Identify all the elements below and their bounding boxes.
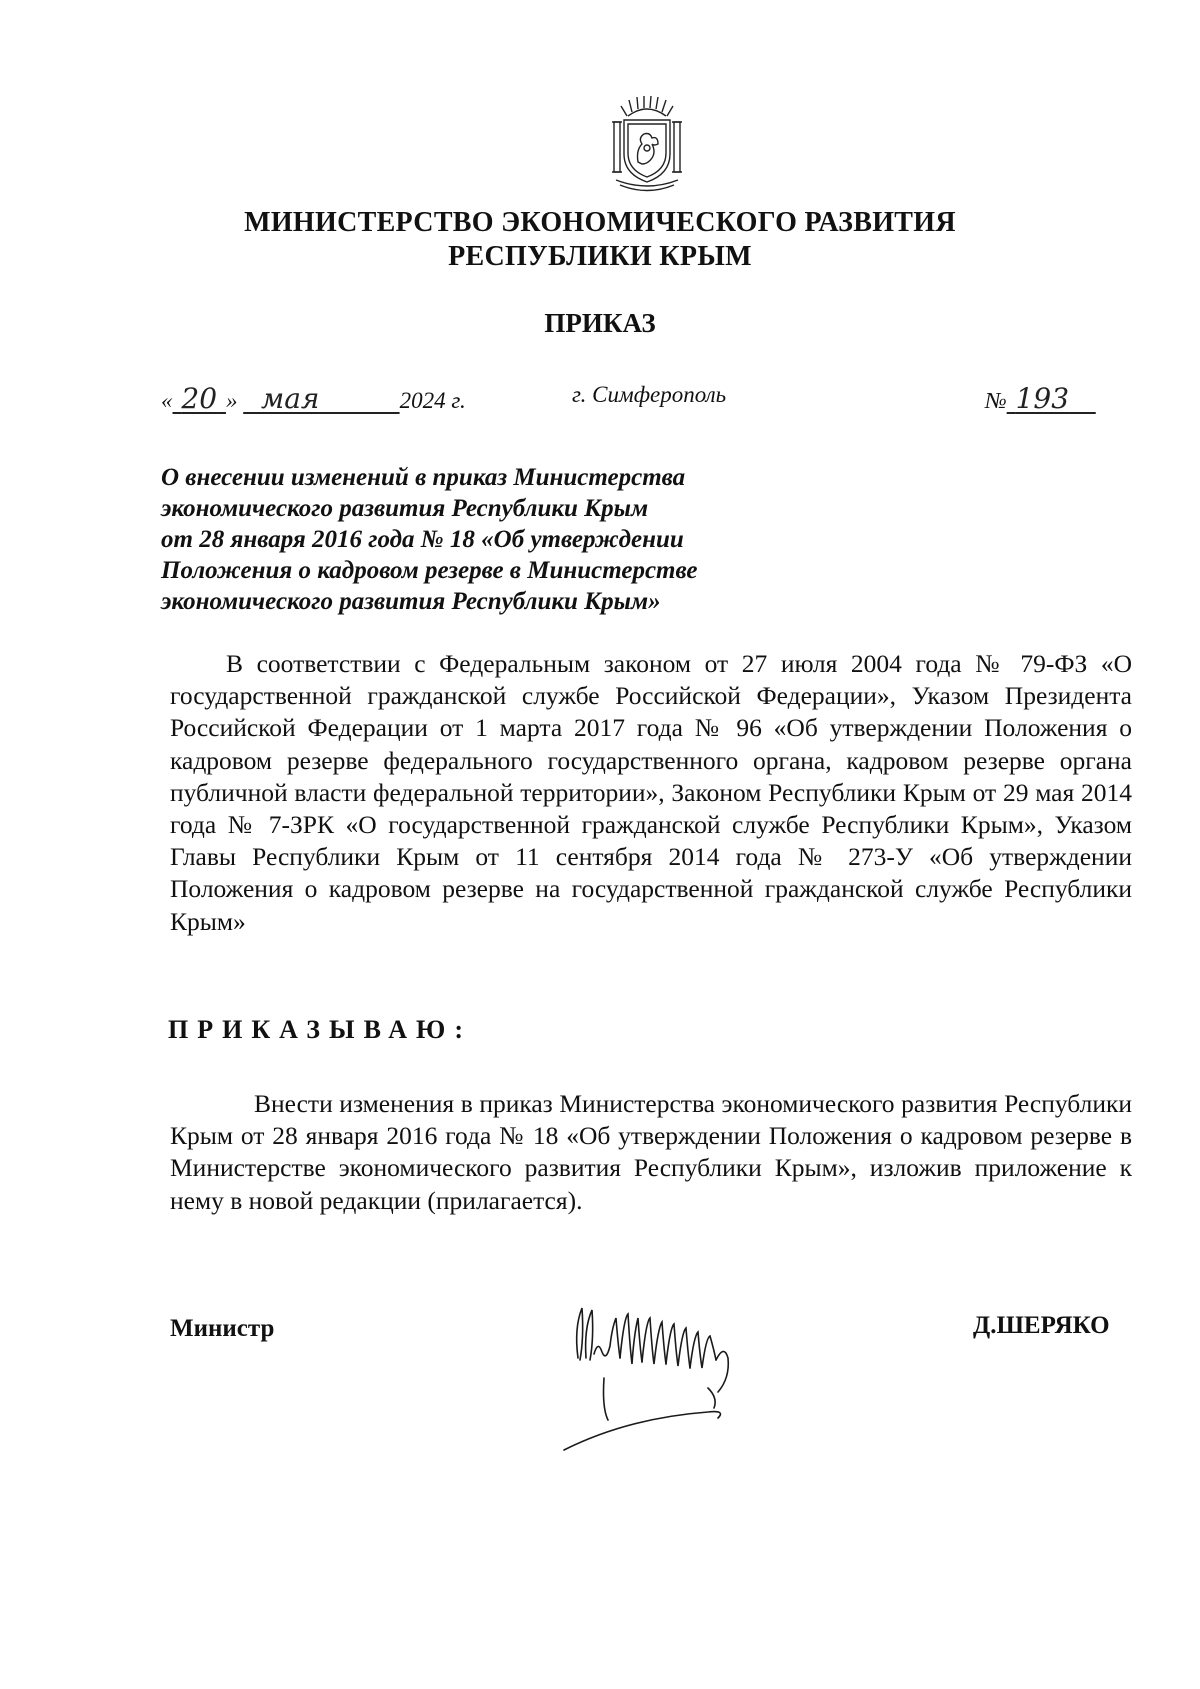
date-quote-open: «	[161, 388, 173, 413]
date-year: 2024 г.	[399, 388, 466, 413]
title-line: Положения о кадровом резерве в Министерстве	[161, 557, 698, 584]
signatory-name: Д.ШЕРЯКО	[973, 1312, 1110, 1339]
number-value: 193	[1015, 382, 1070, 415]
preamble-paragraph: В соответствии с Федеральным законом от 27 июля 2004 года № 79-ФЗ «О государственной гражданской службе Российской Федерации», Указом Президента Российской Федерации от 1 марта 2017 года № 96 «Об утверждении Положения о кадровом резерве федерального государственного органа, кадровом резерве органа публичной власти федеральной территории», Законом Республики Крым от 29 мая 2014 года № 7-ЗРК «О государственной гражданской службе Республики Крым», Указом Главы Республики Крым от 11 сентября 2014 года № 273-У «Об утверждении Положения о кадровом резерве на государственной гражданской службе Республики Крым»	[170, 649, 1132, 936]
date-month: мая	[261, 382, 320, 415]
signatory-role: Министр	[170, 1315, 275, 1342]
order-heading: ПРИКАЗЫВАЮ:	[168, 1015, 472, 1044]
organization-name-line-2: РЕСПУБЛИКИ КРЫМ	[448, 241, 752, 272]
title-line: О внесении изменений в приказ Министерства	[161, 464, 686, 491]
crimea-coat-of-arms-icon	[602, 92, 692, 192]
order-body-paragraph: Внести изменения в приказ Министерства экономического развития Республики Крым от 28 января 2016 года № 18 «Об утверждении Положения о кадровом резерве в Министерстве экономического развития Республики Крым», изложив приложение к нему в новой редакции (прилагается).	[170, 1089, 1132, 1215]
document-city: г. Симферополь	[572, 382, 727, 407]
organization-name-line-1: МИНИСТЕРСТВО ЭКОНОМИЧЕСКОГО РАЗВИТИЯ	[244, 207, 956, 238]
title-line: от 28 января 2016 года № 18 «Об утверждении	[161, 526, 684, 553]
handwritten-signature-icon	[558, 1288, 778, 1468]
title-line: экономического развития Республики Крым»	[161, 588, 661, 615]
number-prefix: №	[985, 388, 1007, 413]
date-quote-close: »	[225, 388, 238, 413]
document-title	[161, 462, 861, 617]
document-date	[161, 382, 466, 415]
title-line: экономического развития Республики Крым	[161, 495, 649, 522]
date-day: 20	[181, 382, 218, 415]
document-type-heading: ПРИКАЗ	[544, 308, 656, 338]
document-number	[985, 382, 1096, 415]
